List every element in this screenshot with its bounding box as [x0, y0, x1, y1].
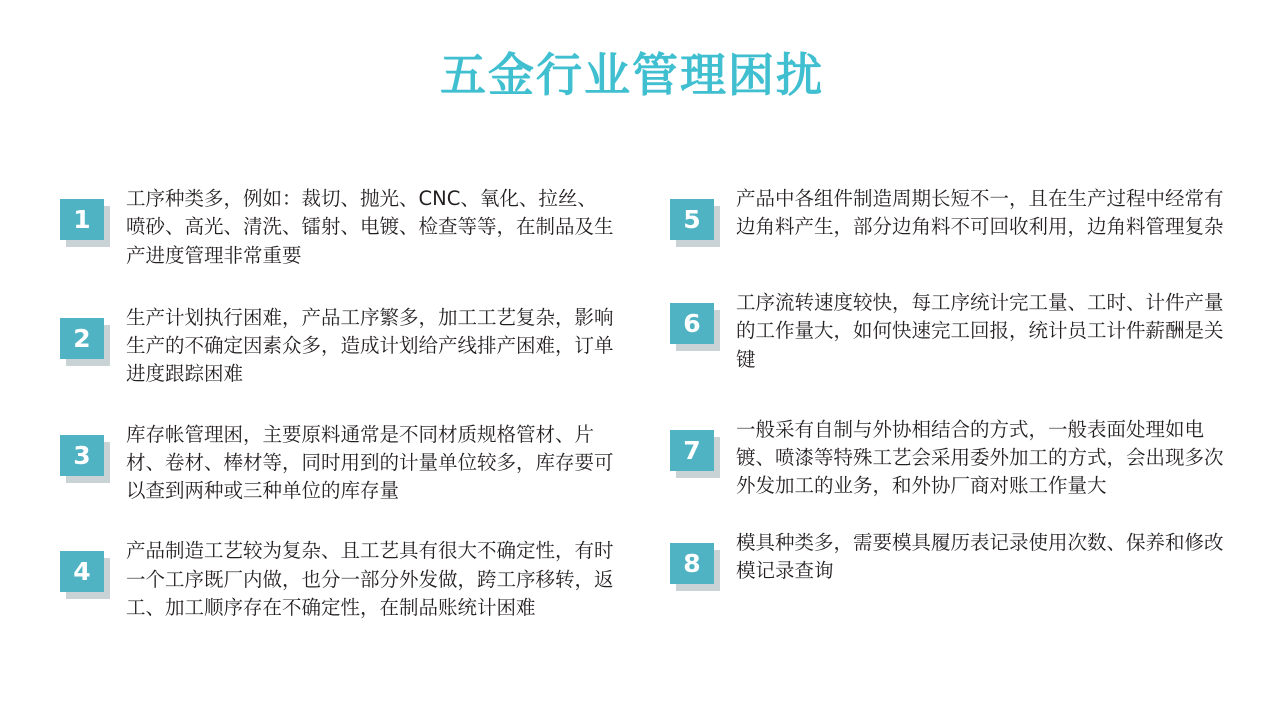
list-item-text: 产品制造工艺较为复杂、且工艺具有很大不确定性，有时一个工序既厂内做，也分一部分外发做，跨工序移转，返工、加工顺序存在不确定性，在制品账统计困难: [126, 539, 614, 619]
item-number-badge: [670, 303, 720, 351]
list-item-text: 一般采有自制与外协相结合的方式，一般表面处理如电镀、喷漆等特殊工艺会采用委外加工的方式，会出现多次外发加工的业务，和外协厂商对账工作量大: [736, 417, 1224, 498]
item-number-badge: [60, 551, 110, 599]
list-item-text: 工序流转速度较快，每工序统计完工量、工时、计件产量的工作量大，如何快速完工回报，统计员工计件薪酬是关键: [736, 291, 1224, 371]
list-item: [670, 185, 1228, 247]
list-item: [60, 421, 614, 506]
item-number-badge: [60, 199, 110, 247]
badge-number: 2: [60, 318, 104, 359]
item-number-badge: [60, 318, 110, 366]
badge-number: 7: [670, 430, 714, 471]
list-item: [670, 416, 1228, 501]
item-number-badge: [670, 430, 720, 478]
badge-number: 3: [60, 435, 104, 476]
list-item: [670, 289, 1228, 374]
list-item-text: 工序种类多，例如：裁切、抛光、CNC、氧化、拉丝、喷砂、高光、清洗、镭射、电镀、检查等等，在制品及生产进度管理非常重要: [126, 187, 614, 267]
badge-number: 5: [670, 199, 714, 240]
badge-number: 6: [670, 303, 714, 344]
list-item: [60, 537, 614, 622]
badge-number: 1: [60, 199, 104, 240]
page-title: 五金行业管理困扰: [440, 48, 824, 102]
list-item: [60, 304, 614, 389]
badge-number: 8: [670, 543, 714, 584]
item-number-badge: [670, 199, 720, 247]
item-number-badge: [670, 543, 720, 591]
item-number-badge: [60, 435, 110, 483]
list-item-text: 模具种类多，需要模具履历表记录使用次数、保养和修改模记录查询: [736, 530, 1224, 582]
list-item-text: 产品中各组件制造周期长短不一，且在生产过程中经常有边角料产生，部分边角料不可回收利用，边角料管理复杂: [736, 187, 1224, 239]
list-item: [670, 529, 1228, 591]
badge-number: 4: [60, 551, 104, 592]
content-columns: [0, 185, 1264, 652]
left-column: [0, 185, 632, 652]
list-item: [60, 185, 614, 270]
right-column: [632, 185, 1264, 652]
list-item-text: 生产计划执行困难，产品工序繁多，加工工艺复杂，影响生产的不确定因素众多，造成计划给产线排产困难，订单进度跟踪困难: [126, 305, 614, 386]
list-item-text: 库存帐管理困，主要原料通常是不同材质规格管材、片材、卷材、棒材等，同时用到的计量单位较多，库存要可以查到两种或三种单位的库存量: [126, 422, 614, 503]
